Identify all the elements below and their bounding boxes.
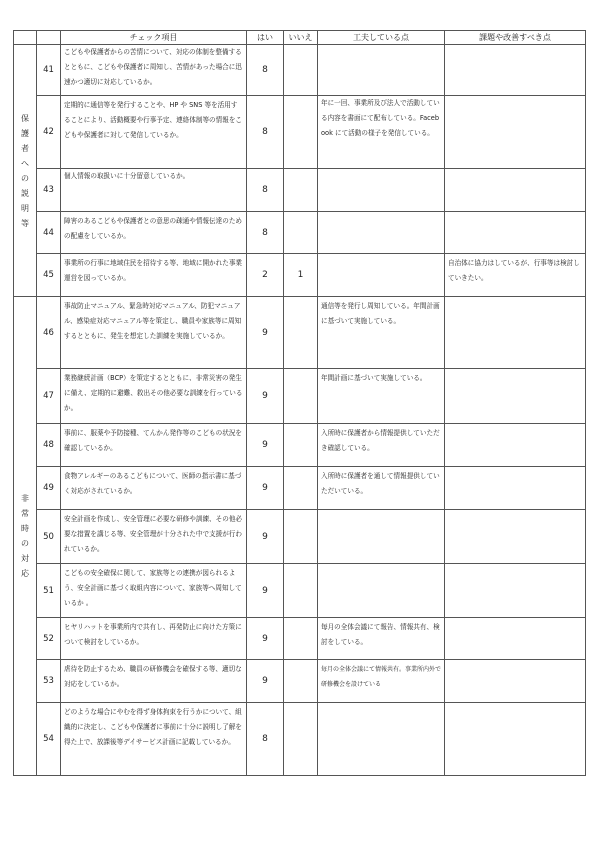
row-no (284, 467, 318, 510)
row-number: 53 (37, 660, 61, 703)
row-effort: 通信等を発行し周知している。年間計画に基づいて実施している。 (318, 297, 445, 369)
table-row (14, 618, 586, 660)
header-item: チェック項目 (61, 31, 247, 45)
row-no (284, 169, 318, 212)
row-issue (445, 169, 586, 212)
row-number: 49 (37, 467, 61, 510)
row-no (284, 96, 318, 169)
row-no (284, 297, 318, 369)
row-issue (445, 660, 586, 703)
row-effort (318, 212, 445, 254)
row-number: 54 (37, 703, 61, 776)
header-row (14, 31, 586, 45)
table-row (14, 45, 586, 96)
row-number: 45 (37, 254, 61, 297)
row-item: こどもや保護者からの苦情について、対応の体制を整備するとともに、こどもや保護者に周知し、苦情があった場合に迅速かつ適切に対応しているか。 (61, 45, 247, 96)
row-yes: 9 (247, 510, 284, 564)
row-yes: 9 (247, 424, 284, 467)
row-yes: 8 (247, 703, 284, 776)
row-no (284, 369, 318, 424)
header-blank-2 (37, 31, 61, 45)
row-number: 50 (37, 510, 61, 564)
row-number: 47 (37, 369, 61, 424)
row-item: 事前に、服薬や予防接種、てんかん発作等のこどもの状況を確認しているか。 (61, 424, 247, 467)
checklist-table (13, 30, 586, 776)
row-number: 42 (37, 96, 61, 169)
row-yes: 9 (247, 369, 284, 424)
section-label-explain: 保護者への説明等 (14, 45, 37, 297)
table-row (14, 424, 586, 467)
row-no (284, 212, 318, 254)
row-number: 51 (37, 564, 61, 618)
row-yes: 9 (247, 660, 284, 703)
header-yes: はい (247, 31, 284, 45)
row-item: 事故防止マニュアル、緊急時対応マニュアル、防犯マニュアル、感染症対応マニュアル等を策定し、職員や家族等に周知するとともに、発生を想定した訓練を実施しているか。 (61, 297, 247, 369)
row-effort: 入所時に保護者を通して情報提供していただいている。 (318, 467, 445, 510)
row-yes: 9 (247, 564, 284, 618)
table-row (14, 297, 586, 369)
row-item: 虐待を防止するため、職員の研修機会を確保する等、適切な対応をしているか。 (61, 660, 247, 703)
row-effort: 年間計画に基づいて実施している。 (318, 369, 445, 424)
row-issue (445, 212, 586, 254)
table-row (14, 369, 586, 424)
row-effort (318, 564, 445, 618)
row-number: 41 (37, 45, 61, 96)
row-item: 定期的に通信等を発行することや、HP や SNS 等を活用することにより、活動概要や行事予定、連絡体制等の情報をこどもや保護者に対して発信しているか。 (61, 96, 247, 169)
row-yes: 2 (247, 254, 284, 297)
table-row (14, 703, 586, 776)
header-blank-1 (14, 31, 37, 45)
table-row (14, 254, 586, 297)
row-effort: 毎月の全体会議にて情報共有。事業所内外で研修機会を設けている (318, 660, 445, 703)
header-no: いいえ (284, 31, 318, 45)
row-item: 障害のあるこどもや保護者との意思の疎通や情報伝達のための配慮をしているか。 (61, 212, 247, 254)
row-effort: 入所時に保護者から情報提供していただき確認している。 (318, 424, 445, 467)
table-row (14, 467, 586, 510)
row-issue (445, 96, 586, 169)
row-item: どのような場合にやむを得ず身体拘束を行うかについて、組織的に決定し、こどもや保護者に事前に十分に説明し了解を得た上で、放課後等デイサービス計画に記載しているか。 (61, 703, 247, 776)
row-yes: 8 (247, 45, 284, 96)
table-row (14, 660, 586, 703)
table-row (14, 212, 586, 254)
row-yes: 9 (247, 467, 284, 510)
row-effort: 毎月の全体会議にて報告、情報共有、検討をしている。 (318, 618, 445, 660)
section-label-emergency: 非常時の対応 (14, 297, 37, 776)
row-item: 個人情報の取扱いに十分留意しているか。 (61, 169, 247, 212)
row-item: 業務継続計画（BCP）を策定するとともに、非常災害の発生に備え、定期的に避難、救出その他必要な訓練を行っているか。 (61, 369, 247, 424)
row-issue (445, 45, 586, 96)
row-item: 安全計画を作成し、安全管理に必要な研修や訓練、その他必要な措置を講じる等、安全管理が十分された中で支援が行われているか。 (61, 510, 247, 564)
table-row (14, 510, 586, 564)
row-no (284, 45, 318, 96)
row-no (284, 510, 318, 564)
row-issue (445, 297, 586, 369)
row-yes: 8 (247, 169, 284, 212)
row-issue (445, 564, 586, 618)
row-yes: 8 (247, 96, 284, 169)
row-issue (445, 467, 586, 510)
row-no (284, 618, 318, 660)
row-effort (318, 703, 445, 776)
row-item: 事業所の行事に地域住民を招待する等、地域に開かれた事業運営を図っているか。 (61, 254, 247, 297)
row-issue (445, 618, 586, 660)
row-issue (445, 703, 586, 776)
row-number: 43 (37, 169, 61, 212)
row-effort: 年に一回、事業所及び法人で活動している内容を書面にて配布している。Facebook にて活動の様子を発信している。 (318, 96, 445, 169)
row-effort (318, 169, 445, 212)
row-item: こどもの安全確保に関して、家族等との連携が図られるよう、安全計画に基づく取組内容について、家族等へ周知しているか 。 (61, 564, 247, 618)
row-number: 44 (37, 212, 61, 254)
table-row (14, 96, 586, 169)
table-row (14, 169, 586, 212)
row-number: 52 (37, 618, 61, 660)
row-no (284, 564, 318, 618)
row-number: 46 (37, 297, 61, 369)
row-yes: 8 (247, 212, 284, 254)
row-effort (318, 254, 445, 297)
row-yes: 9 (247, 618, 284, 660)
header-effort: 工夫している点 (318, 31, 445, 45)
row-number: 48 (37, 424, 61, 467)
row-yes: 9 (247, 297, 284, 369)
row-no (284, 703, 318, 776)
row-issue: 自治体に協力はしているが、行事等は検討していきたい。 (445, 254, 586, 297)
row-no (284, 424, 318, 467)
row-issue (445, 510, 586, 564)
row-effort (318, 510, 445, 564)
row-no (284, 660, 318, 703)
row-issue (445, 369, 586, 424)
row-effort (318, 45, 445, 96)
row-item: 食物アレルギーのあるこどもについて、医師の指示書に基づく対応がされているか。 (61, 467, 247, 510)
row-no: 1 (284, 254, 318, 297)
table-row (14, 564, 586, 618)
header-issue: 課題や改善すべき点 (445, 31, 586, 45)
row-issue (445, 424, 586, 467)
row-item: ヒヤリハットを事業所内で共有し、再発防止に向けた方策について検討をしているか。 (61, 618, 247, 660)
